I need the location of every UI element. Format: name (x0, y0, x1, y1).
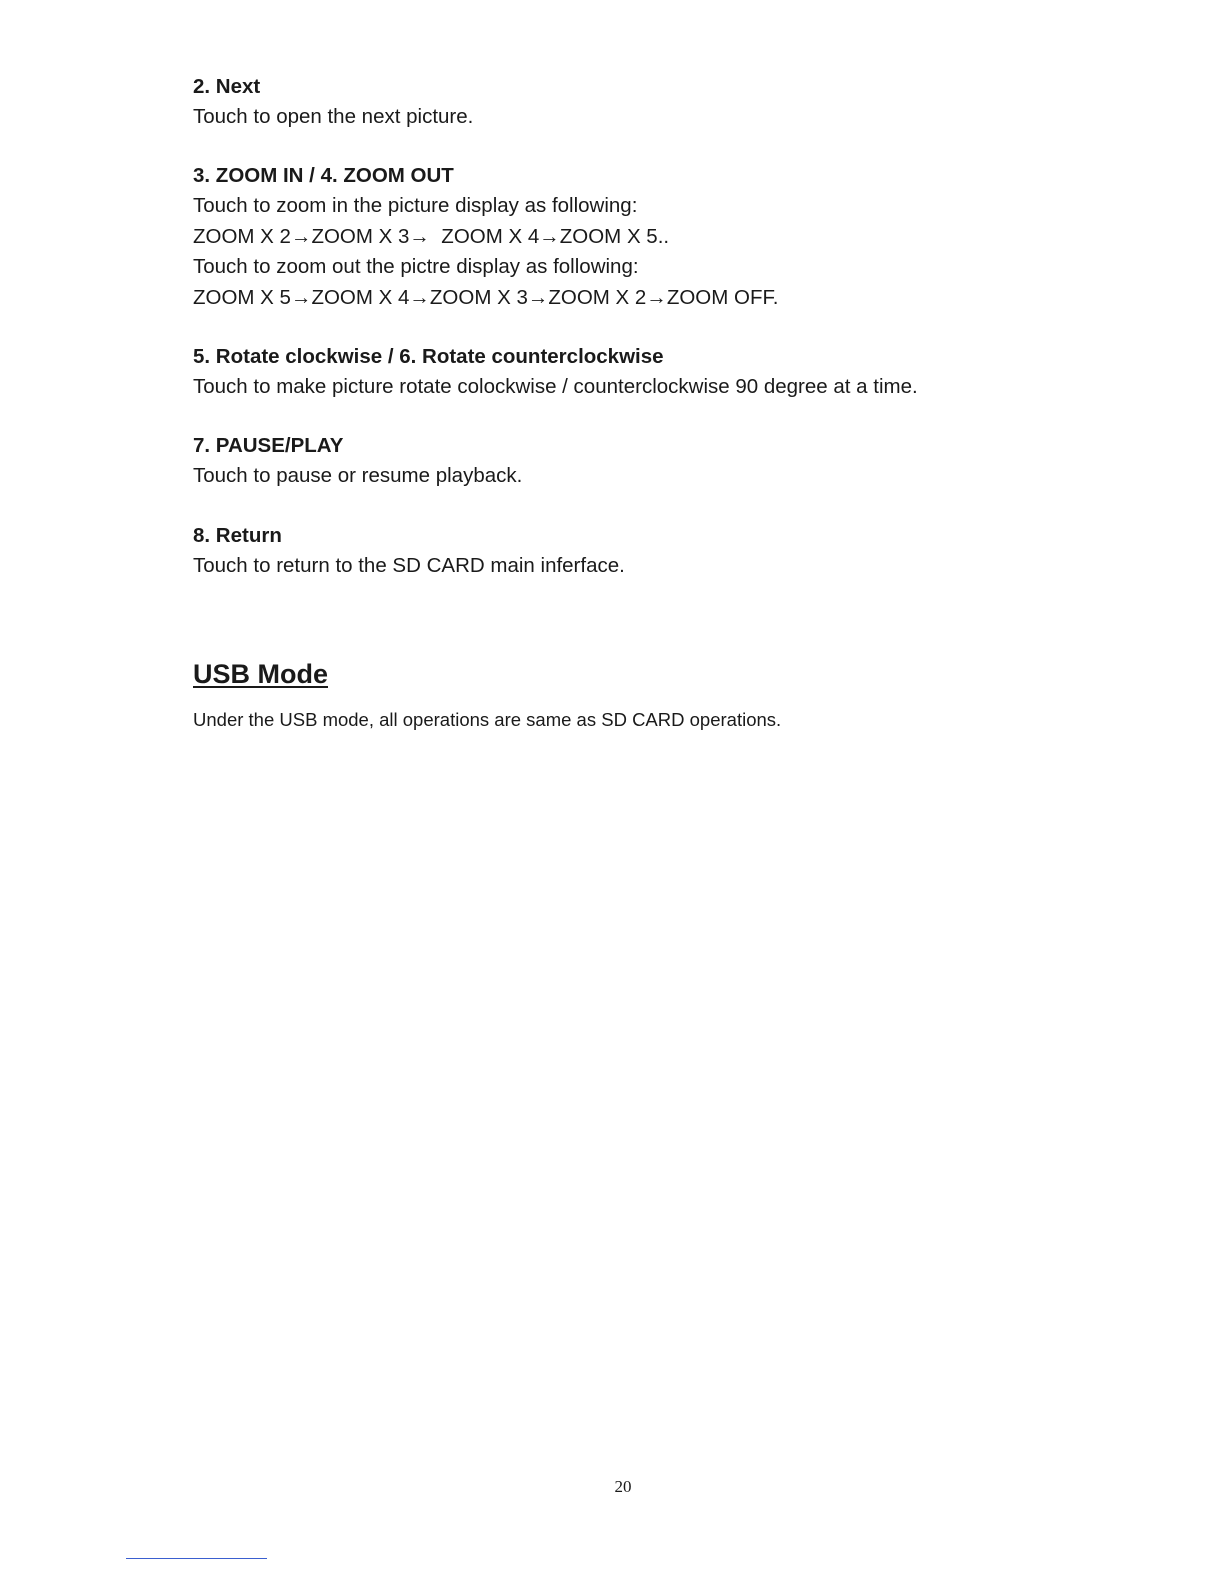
section-text: Touch to open the next picture. (193, 105, 474, 128)
section-text: Touch to zoom out the pictre display as following: (193, 255, 639, 279)
section-text: Touch to zoom in the picture display as following: (193, 194, 638, 218)
page-number: 20 (614, 1477, 632, 1496)
footnote-divider (126, 1558, 267, 1559)
section-next (193, 72, 1093, 132)
section-text: Touch to pause or resume playback. (193, 464, 523, 488)
section-heading: 7. PAUSE/PLAY (193, 434, 344, 458)
document-body (193, 72, 1093, 610)
zoom-in-sequence: ZOOM X 2→ZOOM X 3→ ZOOM X 4→ZOOM X 5.. (193, 224, 670, 248)
section-text: Touch to make picture rotate colockwise / counterclockwise 90 degree at a time. (193, 375, 918, 399)
section-heading: 5. Rotate clockwise / 6. Rotate counterclockwise (193, 345, 664, 369)
section-text: Touch to return to the SD CARD main inferface. (193, 553, 625, 577)
section-heading: 8. Return (193, 523, 282, 547)
section-return (193, 521, 1093, 581)
usb-mode-heading: USB Mode (193, 659, 328, 689)
section-pause-play (193, 431, 1093, 491)
zoom-out-sequence: ZOOM X 5→ZOOM X 4→ZOOM X 3→ZOOM X 2→ZOOM OFF. (193, 285, 779, 309)
section-heading: 2. Next (193, 75, 261, 98)
section-heading: 3. ZOOM IN / 4. ZOOM OUT (193, 164, 454, 188)
section-zoom (193, 161, 1093, 313)
section-rotate (193, 342, 1093, 402)
usb-mode-text: Under the USB mode, all operations are same as SD CARD operations. (193, 709, 782, 730)
